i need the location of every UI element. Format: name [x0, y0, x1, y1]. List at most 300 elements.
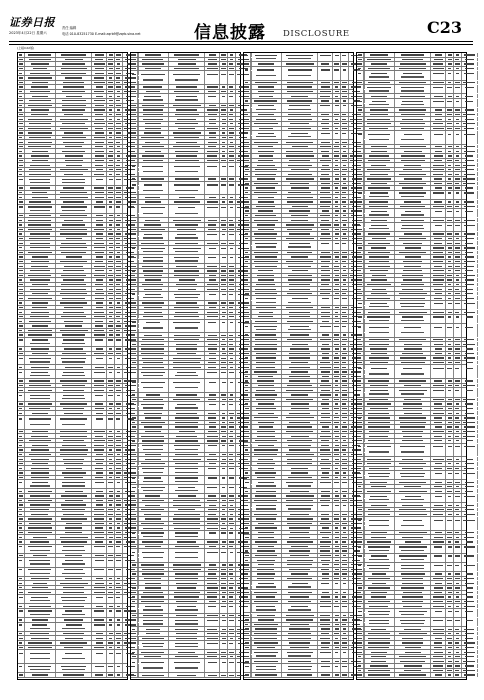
table-cell [92, 489, 107, 493]
table-cell [205, 71, 220, 84]
table-cell [205, 563, 220, 567]
table-cell [205, 333, 220, 337]
table-cell [220, 292, 228, 300]
table-cell [56, 632, 92, 636]
table-cell [228, 159, 236, 163]
table-cell [333, 315, 341, 319]
table-cell [282, 131, 318, 139]
table-cell [92, 531, 107, 535]
table-cell [115, 104, 123, 108]
table-cell [220, 434, 228, 438]
table-cell [228, 71, 236, 84]
table-cell [169, 462, 205, 466]
table-column-1 [17, 52, 128, 680]
table-row [131, 476, 240, 485]
table-cell [115, 283, 123, 287]
table-cell [228, 568, 236, 572]
table-cell [220, 306, 228, 310]
table-cell [251, 218, 283, 222]
table-cell [25, 503, 57, 507]
table-cell [205, 90, 220, 94]
table-cell [56, 388, 92, 392]
table-cell [56, 76, 92, 80]
table-cell [169, 457, 205, 461]
table-cell [25, 205, 57, 213]
table-cell [92, 163, 107, 167]
table-cell [251, 324, 283, 332]
table-cell [56, 274, 92, 278]
table-cell [333, 145, 341, 149]
table-cell [318, 205, 333, 209]
table-cell [138, 549, 170, 562]
table-cell [169, 264, 205, 268]
table-cell [228, 94, 236, 102]
table-cell [228, 218, 236, 222]
table-cell [56, 241, 92, 245]
table-cell [205, 241, 220, 245]
table-cell [138, 655, 170, 659]
table-cell [220, 531, 228, 539]
newspaper-logo: 证券日报 [9, 14, 55, 30]
table-cell [107, 310, 115, 314]
table-cell [25, 191, 57, 195]
table-cell [205, 522, 220, 526]
table-cell [169, 365, 205, 369]
table-cell [138, 434, 170, 438]
table-cell [107, 283, 115, 287]
table-cell [92, 370, 107, 378]
table-cell [92, 457, 107, 461]
table-cell [341, 232, 349, 236]
table-cell [341, 228, 349, 232]
table-cell [107, 646, 115, 650]
table-cell [251, 81, 283, 85]
table-cell [341, 237, 349, 241]
table-cell [56, 535, 92, 539]
table-cell [107, 457, 115, 461]
table-cell [251, 315, 283, 319]
table-cell [228, 246, 236, 254]
table-cell [341, 255, 349, 259]
table-cell [220, 503, 228, 507]
table-cell [92, 200, 107, 204]
table-cell [115, 136, 123, 140]
table-cell [107, 609, 115, 617]
table-cell [341, 214, 349, 218]
table-cell [107, 159, 115, 163]
table-cell [25, 140, 57, 144]
table-cell [115, 388, 123, 392]
table-cell [92, 310, 107, 314]
table-cell [228, 421, 236, 425]
table-cell [115, 296, 123, 300]
table-cell [107, 108, 115, 112]
table-cell [333, 53, 341, 61]
table-cell [220, 246, 228, 254]
table-cell [138, 545, 170, 549]
table-cell [25, 641, 57, 645]
table-cell [107, 246, 115, 250]
table-cell [115, 503, 123, 507]
table-cell [25, 168, 57, 172]
table-cell [282, 264, 318, 268]
table-cell [205, 218, 220, 222]
table-cell [138, 398, 170, 402]
table-cell [92, 568, 107, 576]
table-cell [56, 260, 92, 264]
table-cell [220, 476, 228, 484]
table-cell [220, 494, 228, 498]
table-cell [56, 108, 92, 112]
table-cell [220, 195, 228, 199]
table-cell [138, 641, 170, 649]
table-cell [107, 407, 115, 411]
table-cell [56, 471, 92, 475]
table-cell [92, 117, 107, 121]
table-cell [92, 508, 107, 512]
table-cell [25, 131, 57, 135]
table-cell [56, 99, 92, 103]
table-cell [220, 563, 228, 567]
table-cell [56, 168, 92, 172]
page-number: C23 [427, 18, 462, 37]
table-cell [107, 512, 115, 516]
table-cell [107, 489, 115, 493]
table-cell [333, 278, 341, 282]
table-cell [205, 393, 220, 397]
table-cell [92, 462, 107, 466]
table-cell [92, 466, 107, 470]
table-cell [107, 251, 115, 255]
table-cell [220, 444, 228, 452]
table-cell [228, 512, 236, 516]
table-cell [205, 370, 220, 378]
table-cell [138, 241, 170, 245]
table-cell [169, 402, 205, 410]
table-row [131, 205, 240, 219]
table-cell [25, 356, 57, 364]
table-cell [25, 81, 57, 85]
table-cell [92, 402, 107, 406]
table-cell [56, 476, 92, 480]
table-cell [228, 650, 236, 654]
table-cell [228, 182, 236, 195]
table-cell [115, 535, 123, 539]
table-row [244, 53, 353, 62]
table-cell [251, 62, 283, 66]
table-row [131, 94, 240, 103]
table-cell [25, 223, 57, 227]
table-cell [92, 255, 107, 259]
table-cell [228, 90, 236, 94]
table-cell [25, 104, 57, 108]
table-cell [25, 53, 57, 57]
table-cell [228, 581, 236, 585]
table-cell [25, 76, 57, 80]
table-cell [228, 549, 236, 562]
table-cell [205, 127, 220, 131]
table-cell [169, 545, 205, 549]
table-cell [115, 122, 123, 126]
table-cell [282, 200, 318, 204]
table-cell [25, 149, 57, 153]
table-cell [205, 223, 220, 227]
table-cell [138, 379, 170, 392]
table-cell [107, 430, 115, 434]
table-cell [169, 591, 205, 595]
table-cell [228, 347, 236, 351]
table-cell [56, 67, 92, 71]
table-cell [341, 319, 349, 323]
table-cell [220, 393, 228, 397]
table-cell [282, 255, 318, 259]
table-cell [25, 402, 57, 406]
section-title-english: DISCLOSURE [283, 29, 350, 39]
table-cell [25, 416, 57, 429]
table-cell [228, 223, 236, 227]
table-cell [341, 131, 349, 139]
table-cell [318, 104, 333, 112]
table-cell [115, 641, 123, 645]
table-cell [169, 274, 205, 278]
table-cell [25, 260, 57, 264]
table-cell [228, 228, 236, 232]
table-cell [169, 393, 205, 397]
table-cell [220, 600, 228, 604]
table-cell [92, 664, 107, 672]
table-cell [25, 145, 57, 149]
table-cell [56, 636, 92, 640]
table-cell [220, 673, 228, 677]
table-cell [25, 494, 57, 498]
table-cell [205, 62, 220, 66]
table-cell [228, 104, 236, 108]
table-cell [220, 655, 228, 659]
table-cell [92, 324, 107, 328]
table-cell [115, 127, 123, 131]
table-cell [333, 127, 341, 131]
table-cell [92, 62, 107, 66]
table-cell [333, 200, 341, 204]
table-cell [115, 623, 123, 631]
table-cell [92, 329, 107, 333]
table-cell [318, 260, 333, 264]
table-cell [220, 604, 228, 612]
table-cell [56, 287, 92, 291]
table-cell [107, 581, 115, 585]
table-cell [25, 393, 57, 401]
table-cell [25, 214, 57, 218]
table-cell [169, 444, 205, 452]
table-cell [169, 614, 205, 618]
table-cell [56, 81, 92, 85]
table-cell [205, 306, 220, 310]
table-cell [92, 205, 107, 213]
table-cell [228, 563, 236, 567]
table-cell [138, 62, 170, 66]
table-cell [220, 545, 228, 549]
table-cell [220, 90, 228, 94]
table-cell [107, 186, 115, 190]
table-cell [220, 499, 228, 503]
table-cell [107, 237, 115, 241]
table-cell [107, 540, 115, 544]
table-cell [92, 581, 107, 585]
table-cell [107, 301, 115, 305]
table-cell [107, 453, 115, 457]
table-cell [333, 159, 341, 163]
table-cell [205, 104, 220, 108]
table-cell [251, 154, 283, 158]
table-cell [92, 540, 107, 544]
table-cell [282, 67, 318, 80]
table-cell [341, 145, 349, 149]
table-cell [92, 545, 107, 553]
table-cell [205, 577, 220, 581]
table-cell [138, 71, 170, 84]
table-cell [251, 278, 283, 282]
table-cell [205, 618, 220, 626]
table-cell [138, 393, 170, 397]
table-cell [228, 145, 236, 149]
table-cell [92, 104, 107, 108]
table-cell [92, 604, 107, 608]
table-cell [169, 218, 205, 222]
table-cell [169, 94, 205, 102]
table-cell [333, 223, 341, 227]
table-cell [169, 595, 205, 599]
table-cell [228, 494, 236, 498]
table-cell [318, 154, 333, 158]
table-cell [333, 306, 341, 310]
table-cell [282, 251, 318, 255]
table-cell [318, 122, 333, 126]
table-cell [251, 159, 283, 163]
table-cell [138, 182, 170, 195]
table-cell [220, 58, 228, 62]
table-row [18, 356, 127, 365]
table-cell [251, 223, 283, 227]
table-cell [169, 453, 205, 457]
table-cell [115, 595, 123, 603]
table-cell [228, 508, 236, 512]
table-cell [138, 113, 170, 117]
table-cell [138, 131, 170, 135]
table-cell [138, 53, 170, 57]
table-cell [107, 296, 115, 300]
table-cell [25, 113, 57, 117]
table-cell [92, 145, 107, 149]
table-cell [107, 241, 115, 245]
table-cell [25, 283, 57, 287]
table-cell [251, 292, 283, 296]
table-cell [107, 384, 115, 388]
table-cell [138, 58, 170, 62]
table-cell [169, 494, 205, 498]
table-cell [25, 352, 57, 356]
table-cell [56, 228, 92, 232]
table-cell [341, 90, 349, 94]
table-cell [92, 476, 107, 480]
table-cell [228, 320, 236, 333]
table-cell [318, 117, 333, 121]
table-row [244, 104, 353, 113]
table-cell [169, 342, 205, 346]
table-cell [282, 232, 318, 236]
table-cell [169, 127, 205, 131]
table-cell [138, 320, 170, 333]
table-cell [228, 503, 236, 507]
table-cell [318, 99, 333, 103]
table-cell [107, 154, 115, 158]
table-cell [138, 637, 170, 641]
table-cell [107, 370, 115, 378]
table-cell [92, 577, 107, 581]
table-cell [169, 650, 205, 654]
table-row [18, 416, 127, 430]
table-cell [115, 517, 123, 521]
table-cell [138, 333, 170, 337]
table-cell [56, 650, 92, 663]
table-cell [282, 292, 318, 296]
table-cell [56, 370, 92, 378]
table-cell [92, 140, 107, 144]
table-cell [318, 278, 333, 282]
table-cell [25, 90, 57, 94]
table-cell [251, 53, 283, 61]
table-cell [92, 494, 107, 498]
table-cell [115, 333, 123, 337]
table-cell [115, 159, 123, 163]
table-cell [115, 347, 123, 351]
table-cell [115, 531, 123, 535]
table-cell [25, 636, 57, 640]
table-cell [251, 131, 283, 139]
table-row [244, 324, 353, 333]
table-cell [138, 232, 170, 240]
table-row [131, 232, 240, 241]
table-cell [205, 494, 220, 498]
table-cell [169, 67, 205, 71]
table-cell [333, 81, 341, 85]
table-cell [115, 646, 123, 650]
table-cell [220, 453, 228, 457]
table-cell [228, 402, 236, 410]
issue-date: 2023年4月22日 星期六 [9, 31, 47, 36]
table-cell [220, 333, 228, 337]
table-cell [25, 338, 57, 346]
table-cell [92, 228, 107, 232]
table-cell [115, 650, 123, 663]
table-cell [115, 67, 123, 71]
table-cell [251, 172, 283, 176]
table-cell [228, 659, 236, 672]
table-cell [318, 200, 333, 204]
table-cell [115, 255, 123, 259]
table-cell [228, 393, 236, 397]
table-cell [220, 398, 228, 402]
table-cell [138, 269, 170, 273]
table-cell [25, 623, 57, 631]
table-cell [92, 430, 107, 434]
table-cell [341, 67, 349, 80]
table-cell [228, 195, 236, 199]
table-cell [138, 673, 170, 677]
table-cell [228, 264, 236, 268]
table-cell [115, 338, 123, 346]
table-cell [169, 356, 205, 360]
table-cell [205, 568, 220, 572]
